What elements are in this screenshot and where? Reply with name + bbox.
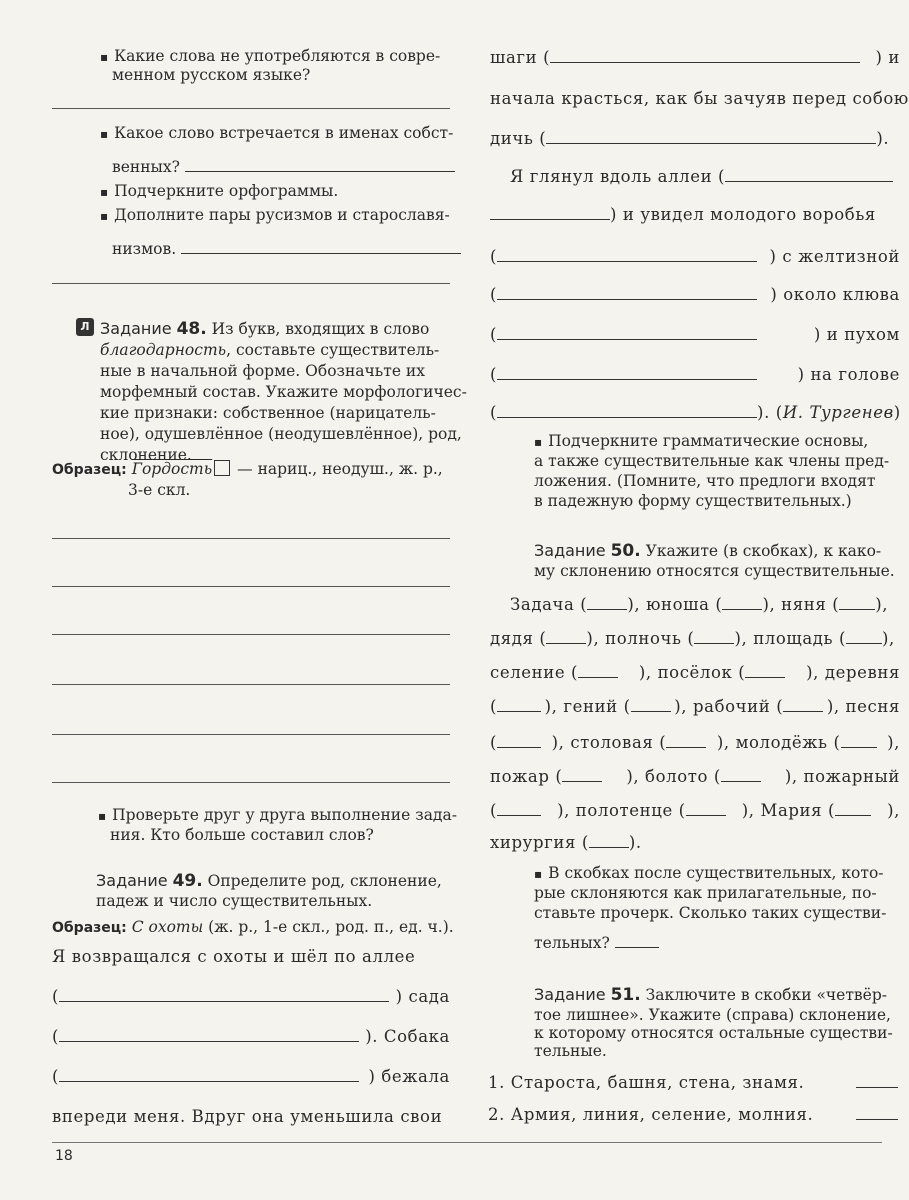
answer-blank[interactable] [59,1026,359,1042]
text-okolo: ( ) около клюва [490,285,900,304]
answer-line [52,283,450,284]
answer-blank[interactable] [721,766,761,782]
decl-row-3: селение ( ), посёлок ( ), деревня [490,663,900,682]
answer-blank[interactable] [59,986,389,1002]
text-golove: ( ) на голове [490,365,900,384]
answer-blank[interactable] [185,156,455,172]
answer-blank[interactable] [497,402,757,418]
answer-blank[interactable] [490,204,610,220]
instruction-pairs: ▪ Дополните пары русизмов и старославя- [100,204,450,227]
question-old-words-cont: менном русском языке? [112,66,311,84]
instruction-check: ▪ Проверьте друг у друга выполнение зада- [98,804,457,827]
text-pukhom: ( ) и пухом [490,325,900,344]
sample-49: Образец: С охоты (ж. р., 1-е скл., род. п., ед. ч.). [52,918,454,936]
answer-line [52,684,450,685]
answer-blank[interactable] [631,696,671,712]
decl-row-1: Задача ( ), юноша ( ), няня ( ), [510,595,889,614]
left-column [0,0,470,1150]
answer-line [52,734,450,735]
page-number: 18 [55,1148,73,1164]
text-zheltiznoy: ( ) с желтизной [490,247,900,266]
text-nachala: начала красться, как бы зачуяв перед собою [490,89,909,108]
answer-line [52,634,450,635]
answer-blank[interactable] [497,732,541,748]
instruction-underline: ▪ Подчеркните орфограммы. [100,180,338,203]
instruction-dash: ▪ В скобках после существительных, кото- [534,862,884,885]
answer-blank[interactable] [722,594,762,610]
text-shagi: шаги ( ) и [490,48,900,67]
task-49-line1: Задание 49. Определите род, склонение, [96,871,442,891]
answer-line [52,108,450,109]
answer-blank[interactable] [59,1066,359,1082]
text-line4: ( ) бежала [52,1067,450,1086]
answer-blank[interactable] [666,732,706,748]
task-48-line7: склонение. [100,446,192,464]
question-old-words: ▪ Какие слова не употребляются в совре- [100,45,440,68]
sample-48: Образец: Гордость — нариц., неодуш., ж. р., [52,460,443,478]
text-glyanul: Я глянул вдоль аллеи ( [510,166,893,188]
text-line1: Я возвращался с охоты и шёл по аллее [52,947,416,966]
text-dich: дичь ( ). [490,129,890,148]
sample-48-cont: 3-е скл. [128,481,191,499]
decl-row-5: ( ), столовая ( ), молодёжь ( ), [490,733,900,752]
answer-blank[interactable] [783,696,823,712]
text-line5: впереди меня. Вдруг она уменьшила свои [52,1107,443,1126]
task-49-line2: падеж и число существительных. [96,892,373,910]
ending-box [214,460,230,476]
answer-blank[interactable] [497,696,541,712]
answer-blank[interactable] [497,324,757,340]
instruction-grammar-4: в падежную форму существительных.) [534,492,852,510]
item-1: 1. Староста, башня, стена, знамя. [488,1072,898,1094]
task-51-line3: к которому относятся остальные существи- [534,1024,893,1042]
answer-blank[interactable] [497,800,541,816]
question-proper-names: ▪ Какое слово встречается в именах собст- [100,122,453,145]
answer-blank[interactable] [587,594,627,610]
answer-blank[interactable] [725,166,893,182]
answer-blank[interactable] [856,1104,898,1120]
answer-blank[interactable] [835,800,871,816]
instruction-grammar-3: ложения. (Помните, что предлоги входят [534,472,876,490]
decl-row-7: ( ), полотенце ( ), Мария ( ), [490,801,900,820]
answer-line [52,538,450,539]
answer-blank[interactable] [562,766,602,782]
answer-blank[interactable] [497,284,757,300]
task-literature-icon: Л [76,318,94,336]
task-50-line2: му склонению относятся существительные. [534,562,895,580]
task-51-line1: Задание 51. Заключите в скобки «четвёр- [534,985,887,1005]
instruction-check-cont: ния. Кто больше составил слов? [110,826,374,844]
answer-blank[interactable] [839,594,875,610]
answer-blank[interactable] [181,238,461,254]
text-line3: ( ). Собака [52,1027,450,1046]
answer-blank[interactable] [546,128,876,144]
decl-row-6: пожар ( ), болото ( ), пожарный [490,767,900,786]
right-column [470,0,909,1150]
answer-blank[interactable] [745,662,785,678]
answer-blank[interactable] [841,732,877,748]
text-uvidel: ) и увидел молодого воробья [490,204,900,226]
text-line2: ( ) сада [52,987,450,1006]
task-50-line1: Задание 50. Укажите (в скобках), к како- [534,541,882,561]
instruction-grammar: ▪ Подчеркните грамматические основы, [534,430,868,453]
task-51-line4: тельные. [534,1042,607,1060]
decl-row-4: ( ), гений ( ), рабочий ( ), песня [490,697,900,716]
answer-blank[interactable] [497,364,757,380]
instruction-dash-3: ставьте прочерк. Сколько таких существи- [534,904,887,922]
instruction-dash-2: рые склоняются как прилагательные, по- [534,884,877,902]
answer-line [52,586,450,587]
instruction-dash-4: тельных? [534,932,659,954]
answer-blank[interactable] [856,1072,898,1088]
answer-blank[interactable] [589,832,629,848]
instruction-grammar-2: а также существительные как члены пред- [534,452,890,470]
answer-blank[interactable] [615,932,659,948]
answer-blank[interactable] [694,628,734,644]
answer-blank[interactable] [578,662,618,678]
task-48-line6: ное), одушевлённое (неодушевлённое), род, [100,425,462,443]
item-2: 2. Армия, линия, селение, молния. [488,1104,898,1126]
task-48-line4: морфемный состав. Укажите морфологичес- [100,383,467,401]
answer-blank[interactable] [497,246,757,262]
answer-line [52,782,450,783]
answer-blank[interactable] [550,47,860,63]
decl-row-2: дядя ( ), полночь ( ), площадь ( ), [490,629,895,648]
task-48-line2: благодарность, составьте существитель- [100,341,440,359]
question-proper-names-cont: венных? [112,156,455,178]
task-48-line3: ные в начальной форме. Обозначьте их [100,362,425,380]
task-48-line1: Задание 48. Из букв, входящих в слово [100,319,430,339]
answer-blank[interactable] [546,628,586,644]
answer-blank[interactable] [686,800,726,816]
instruction-pairs-cont: низмов. [112,238,461,260]
task-48-line5: кие признаки: собственное (нарицатель- [100,404,436,422]
page-footer-rule [52,1142,882,1143]
task-51-line2: тое лишнее». Укажите (справа) склонение, [534,1006,891,1024]
decl-row-8: хирургия ( ). [490,833,642,852]
text-author: ( ). (И. Тургенев) [490,403,901,422]
answer-blank[interactable] [846,628,882,644]
